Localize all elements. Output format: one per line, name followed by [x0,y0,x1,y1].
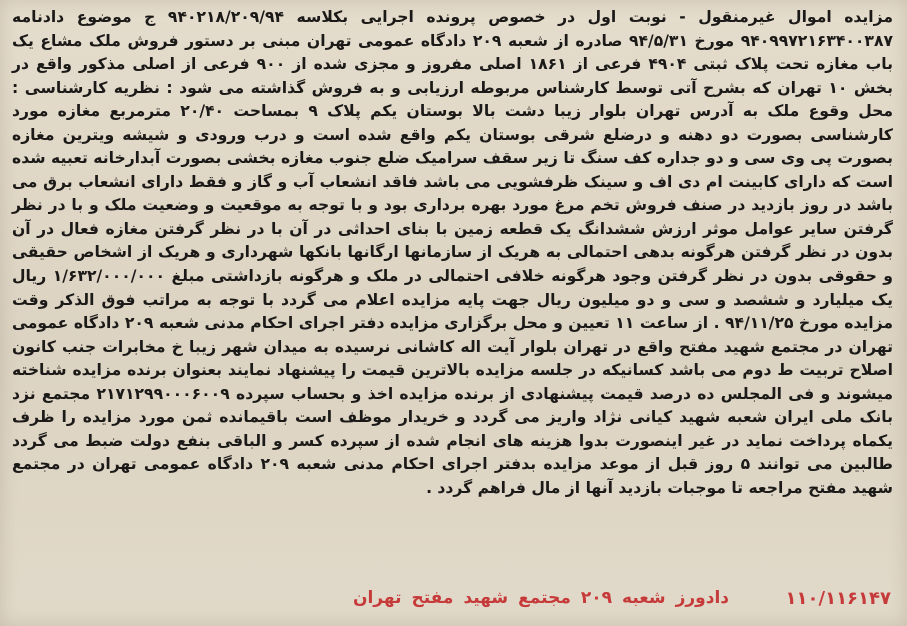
issuer-word: مجتمع [518,588,571,608]
issuer-word: ۲۰۹ [580,588,613,608]
issuer-signature [353,588,729,608]
issuer-word: مفتح [411,588,454,608]
notice-footer [0,574,907,616]
notice-reference-code: ۱۱۰/۱۱۶۱۴۷ [785,588,891,609]
issuer-word: تهران [352,588,402,608]
issuer-word: شعبه [622,588,666,608]
issuer-word: شهید [463,588,509,608]
notice-body-text: مزایده اموال غیرمنقول - نوبت اول در خصوص پرونده اجرایی بکلاسه ۹۴۰۲۱۸/۲۰۹/۹۴ ج موضوع دادنامه ۹۴۰۹۹۷۲۱۶۳۴۰۰۳۸۷ مورخ ۹۴/۵/۳۱ صادره از شعبه ۲۰۹ دادگاه عمومی تهران مبنی بر دستور فروش ملک مشاع یک باب مغازه تحت پلاک ثبتی ۴۹۰۴ فرعی از ۱۸۶۱ اصلی مفروز و مجزی شده از ۹۰۰ فرعی از اصلی مذکور واقع در بخش ۱۰ تهران که بشرح آتی توسط کارشناس مربوطه ارزیابی و به فروش گذاشته می شود : نظریه کارشناسی : محل وقوع ملک به آدرس تهران بلوار زیبا دشت بالا بوستان یکم پلاک ۹ بمساحت ۲۰/۴۰ مترمربع مغازه مورد کارشناسی بصورت دو دهنه و درضلع شرقی بوستان یکم واقع شده است و درب ورودی و شیشه ویترین مغازه بصورت پی وی سی و دو جداره کف سنگ تا زیر سقف سرامیک ضلع جنوب مغازه بخشی بصورت آبدارخانه تعبیه شده است که دارای کابینت ام دی اف و سینک ظرفشویی می باشد فاقد انشعاب آب و گاز و فقط دارای انشعاب برق می باشد در روز بازدید در صنف فروش تخم مرغ مورد بهره برداری بود و با توجه به موقعیت و وضعیت ملک و با در نظر گرفتن سایر عوامل موثر ارزش ششدانگ یک قطعه زمین با بنای احداثی در آن با در نظر گرفتن مغازه فعال در آن بدون در نظر گرفتن هرگونه بدهی احتمالی به هریک از سازمانها ارگانها بانکها شهرداری و هریک از اشخاص حقیقی و حقوقی بدون در نظر گرفتن وجود هرگونه خلافی احتمالی در ملک و هرگونه بازداشتی مبلغ ۱/۶۳۲/۰۰۰/۰۰۰ ریال یک میلیارد و ششصد و سی و دو میلیون ریال جهت پایه مزایده اعلام می گردد با توجه به مراتب فوق الذکر وقت مزایده مورخ ۹۴/۱۱/۲۵ . از ساعت ۱۱ تعیین و محل برگزاری مزایده دفتر اجرای احکام مدنی شعبه ۲۰۹ دادگاه عمومی تهران در مجتمع شهید مفتح واقع در تهران بلوار آیت اله کاشانی نرسیده به میدان شهر زیبا خ مخابرات جنب کانون اصلاح تربیت ط دوم می باشد کسانیکه در جلسه مزایده بالاترین قیمت را پیشنهاد نمایند بعنوان برنده مزایده شناخته میشوند و فی المجلس ده درصد قیمت پیشنهادی از برنده مزایده اخذ و بحساب سپرده ۲۱۷۱۲۹۹۰۰۰۶۰۰۹ مجتمع نزد بانک ملی ایران شعبه شهید کیانی نژاد واریز می گردد و خریدار موظف است باقیمانده ثمن مورد مزایده را ظرف یکماه پرداخت نماید در غیر اینصورت بدوا هزینه های انجام شده از سپرده کسر و الباقی بنفع دولت ضبط می گردد طالبین می توانند ۵ روز قبل از موعد مزایده بدفتر اجرای احکام مدنی شعبه ۲۰۹ دادگاه عمومی تهران در مجتمع شهید مفتح مراجعه تا موجبات بازدید آنها از مال فراهم گردد . [12,8,894,497]
issuer-word: دادورز [675,588,729,608]
